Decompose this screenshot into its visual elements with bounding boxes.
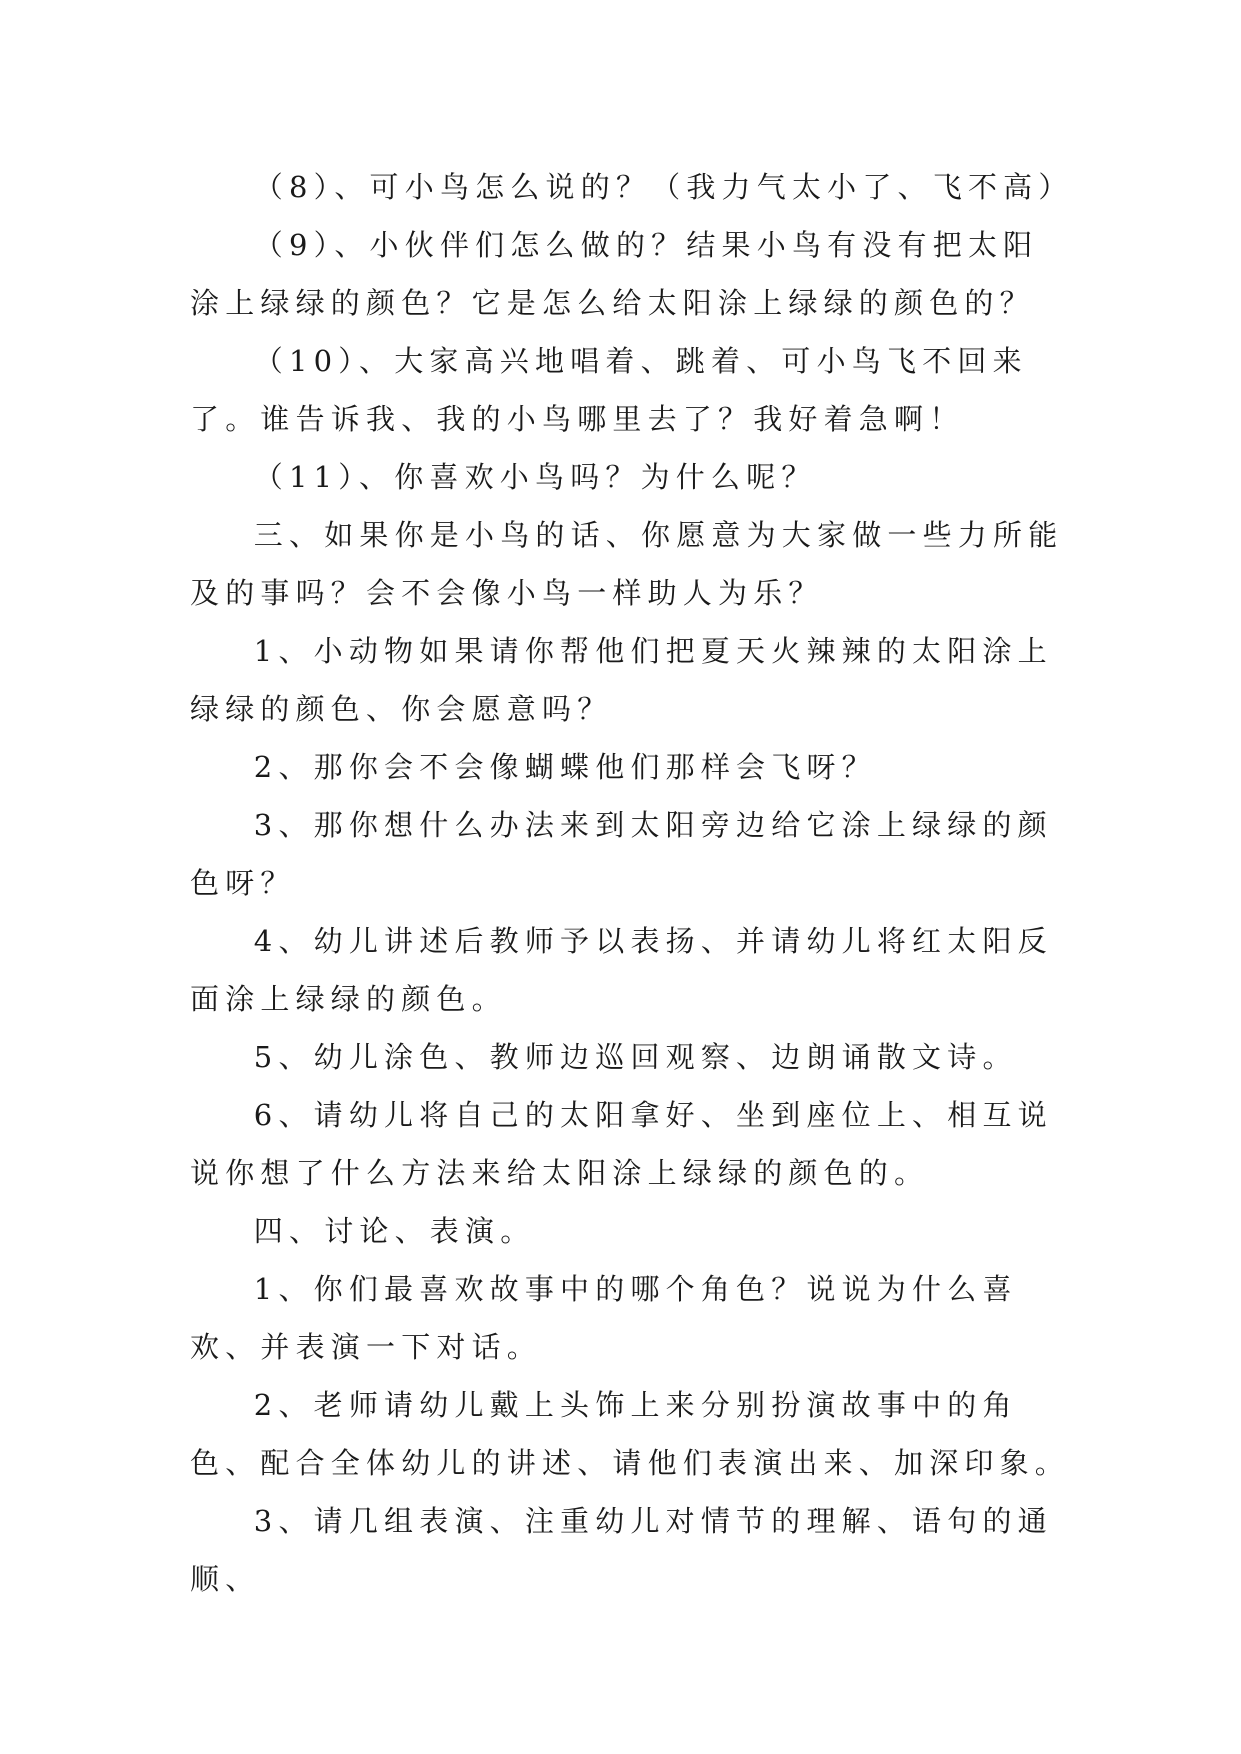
paragraph: 6、请幼儿将自己的太阳拿好、坐到座位上、相互说说你想了什么方法来给太阳涂上绿绿的颜色的。: [190, 1098, 1053, 1190]
paragraph: （10）、大家高兴地唱着、跳着、可小鸟飞不回来了。谁告诉我、我的小鸟哪里去了？我好着急啊！: [190, 344, 1028, 436]
paragraph: 三、如果你是小鸟的话、你愿意为大家做一些力所能及的事吗？会不会像小鸟一样助人为乐？: [190, 518, 1064, 610]
paragraph: 3、那你想什么办法来到太阳旁边给它涂上绿绿的颜色呀？: [190, 808, 1053, 900]
paragraph: （11）、你喜欢小鸟吗？为什么呢？: [253, 460, 817, 494]
paragraph: 3、请几组表演、注重幼儿对情节的理解、语句的通顺、: [190, 1504, 1053, 1596]
paragraph: 四、讨论、表演。: [253, 1214, 536, 1248]
paragraph: 4、幼儿讲述后教师予以表扬、并请幼儿将红太阳反面涂上绿绿的颜色。: [190, 924, 1053, 1016]
paragraph: 2、那你会不会像蝴蝶他们那样会飞呀？: [253, 750, 877, 784]
paragraph: 1、小动物如果请你帮他们把夏天火辣辣的太阳涂上绿绿的颜色、你会愿意吗？: [190, 634, 1053, 726]
paragraph: （9）、小伙伴们怎么做的？结果小鸟有没有把太阳涂上绿绿的颜色？它是怎么给太阳涂上绿绿的颜色的？: [190, 228, 1039, 320]
paragraph: 2、老师请幼儿戴上头饰上来分别扮演故事中的角色、配合全体幼儿的讲述、请他们表演出来、加深印象。: [190, 1388, 1071, 1480]
paragraph: （8）、可小鸟怎么说的？（我力气太小了、飞不高）: [253, 170, 1074, 204]
paragraph: 5、幼儿涂色、教师边巡回观察、边朗诵散文诗。: [253, 1040, 1018, 1074]
document-page: [190, 158, 1074, 1608]
paragraph: 1、你们最喜欢故事中的哪个角色？说说为什么喜欢、并表演一下对话。: [190, 1272, 1018, 1364]
